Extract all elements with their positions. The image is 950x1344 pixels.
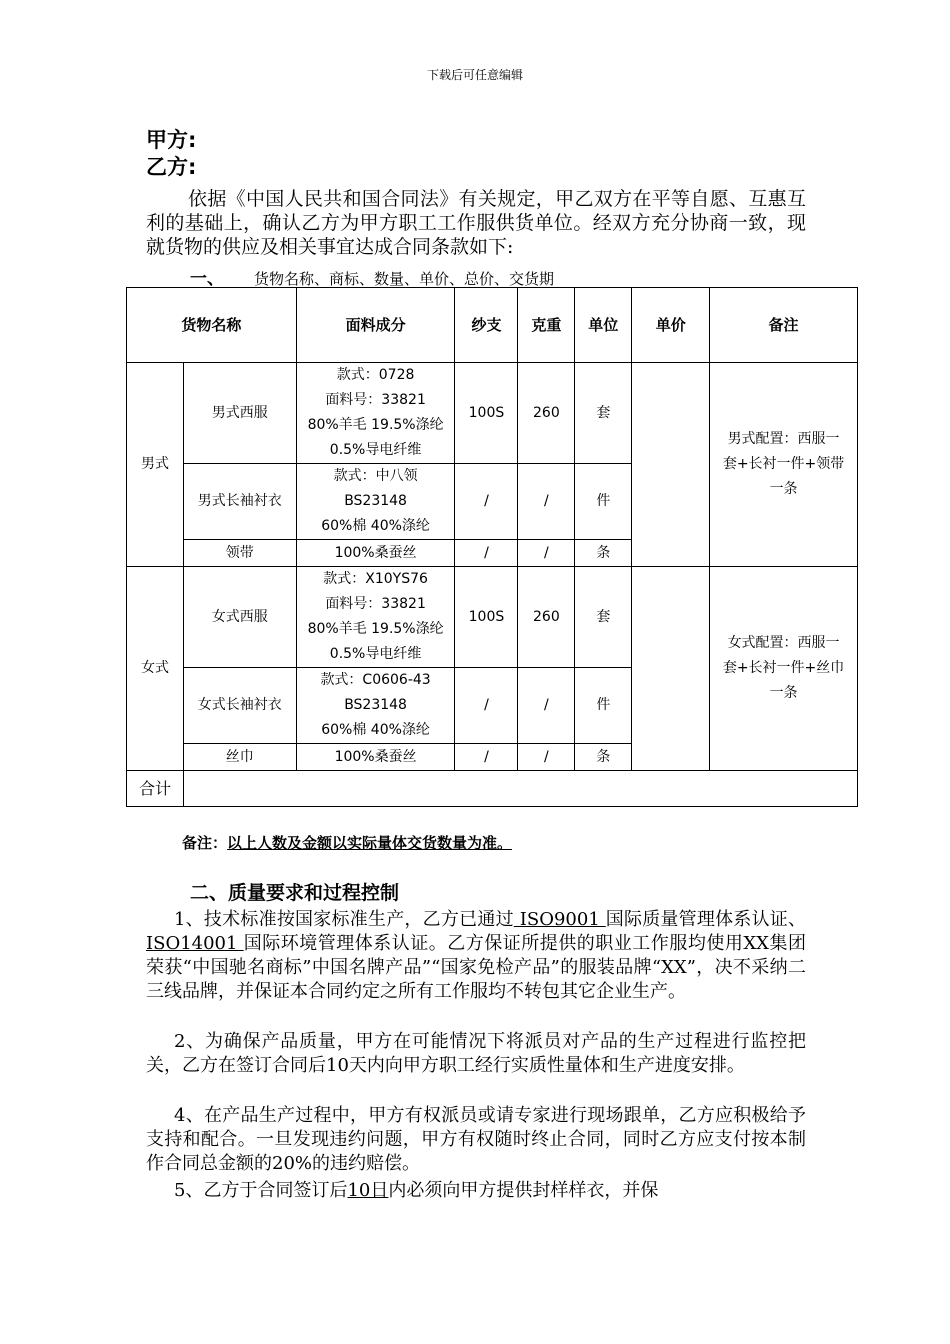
item-name: 丝巾 — [183, 744, 296, 771]
header-remark: 备注 — [710, 288, 858, 363]
item-name: 女式西服 — [183, 567, 296, 668]
item-fabric: 款式：中八领 BS23148 60%棉 40%涤纶 — [296, 464, 455, 540]
item-fabric: 100%桑蚕丝 — [296, 540, 455, 567]
item-unit: 条 — [575, 744, 632, 771]
goods-table — [126, 287, 858, 807]
item-weight: 260 — [518, 567, 575, 668]
header-price: 单价 — [632, 288, 710, 363]
item-fabric: 100%桑蚕丝 — [296, 744, 455, 771]
item-weight: / — [518, 464, 575, 540]
group-remark: 男式配置：西服一套+长衬一件+领带一条 — [710, 363, 858, 567]
item-name: 男式长袖衬衣 — [183, 464, 296, 540]
table-header-row — [127, 288, 858, 363]
table-row — [127, 567, 858, 668]
clause-1: 1、技术标准按国家标准生产，乙方已通过 ISO9001 国际质量管理体系认证、 ISO14001 国际环境管理体系认证。乙方保证所提供的职业工作服均使用XX集团荣获“中国驰名商标”中国名牌产品”“国家免检产品”的服装品牌“XX”，决不采纳二三线品牌，并保证本合同约定之所有工作服均不转包其它企业生产。 — [146, 909, 807, 1002]
group-female: 女式 — [127, 567, 184, 771]
item-yarn: / — [455, 540, 518, 567]
total-label: 合计 — [127, 771, 184, 807]
item-fabric: 款式：C0606-43 BS23148 60%棉 40%涤纶 — [296, 668, 455, 744]
item-price — [632, 567, 710, 771]
section-2-heading: 二、质量要求和过程控制 — [190, 882, 400, 904]
group-remark: 女式配置：西服一套+长衬一件+丝巾一条 — [710, 567, 858, 771]
item-name: 男式西服 — [183, 363, 296, 464]
header-unit: 单位 — [575, 288, 632, 363]
total-value — [183, 771, 857, 807]
intro-paragraph: 依据《中国人民共和国合同法》有关规定，甲乙双方在平等自愿、互惠互利的基础上，确认乙方为甲方职工工作服供货单位。经双方充分协商一致，现就货物的供应及相关事宜达成合同条款如下: — [146, 188, 806, 258]
group-male: 男式 — [127, 363, 184, 567]
remark-text: 以上人数及金额以实际量体交货数量为准。 — [227, 834, 513, 852]
item-unit: 套 — [575, 363, 632, 464]
section-1-title: 货物名称、商标、数量、单价、总价、交货期 — [254, 270, 555, 288]
header-note: 下载后可任意编辑 — [426, 68, 523, 82]
item-weight: / — [518, 744, 575, 771]
section-1-heading — [190, 264, 554, 289]
item-yarn: / — [455, 464, 518, 540]
remark-label: 备注： — [182, 834, 228, 852]
item-unit: 套 — [575, 567, 632, 668]
header-weight: 克重 — [518, 288, 575, 363]
item-name: 领带 — [183, 540, 296, 567]
header-goods-name: 货物名称 — [127, 288, 297, 363]
item-unit: 件 — [575, 668, 632, 744]
item-price — [632, 363, 710, 567]
item-yarn: / — [455, 668, 518, 744]
item-fabric: 款式：0728 面料号：33821 80%羊毛 19.5%涤纶 0.5%导电纤维 — [296, 363, 455, 464]
item-yarn: 100S — [455, 363, 518, 464]
item-unit: 条 — [575, 540, 632, 567]
remark-note — [182, 832, 512, 853]
clause-4: 4、在产品生产过程中，甲方有权派员或请专家进行现场跟单，乙方应积极给予支持和配合。一旦发现违约问题，甲方有权随时终止合同，同时乙方应支付按本制作合同总金额的20%的违约赔偿。 — [146, 1105, 806, 1174]
item-fabric: 款式：X10YS76 面料号：33821 80%羊毛 19.5%涤纶 0.5%导电纤维 — [296, 567, 455, 668]
clause-5: 5、乙方于合同签订后10日内必须向甲方提供封样样衣，并保 — [174, 1180, 659, 1201]
item-weight: 260 — [518, 363, 575, 464]
header-yarn: 纱支 — [455, 288, 518, 363]
item-name: 女式长袖衬衣 — [183, 668, 296, 744]
item-yarn: 100S — [455, 567, 518, 668]
total-row — [127, 771, 858, 807]
clause-2: 2、为确保产品质量，甲方在可能情况下将派员对产品的生产过程进行监控把关，乙方在签订合同后10天内向甲方职工经行实质性量体和生产进度安排。 — [146, 1031, 806, 1076]
item-unit: 件 — [575, 464, 632, 540]
party-a-label: 甲方: — [146, 128, 197, 152]
item-weight: / — [518, 540, 575, 567]
party-b-label: 乙方: — [146, 155, 197, 179]
table-row — [127, 363, 858, 464]
item-weight: / — [518, 668, 575, 744]
header-fabric: 面料成分 — [296, 288, 455, 363]
section-1-number: 一、 — [190, 269, 224, 289]
item-yarn: / — [455, 744, 518, 771]
